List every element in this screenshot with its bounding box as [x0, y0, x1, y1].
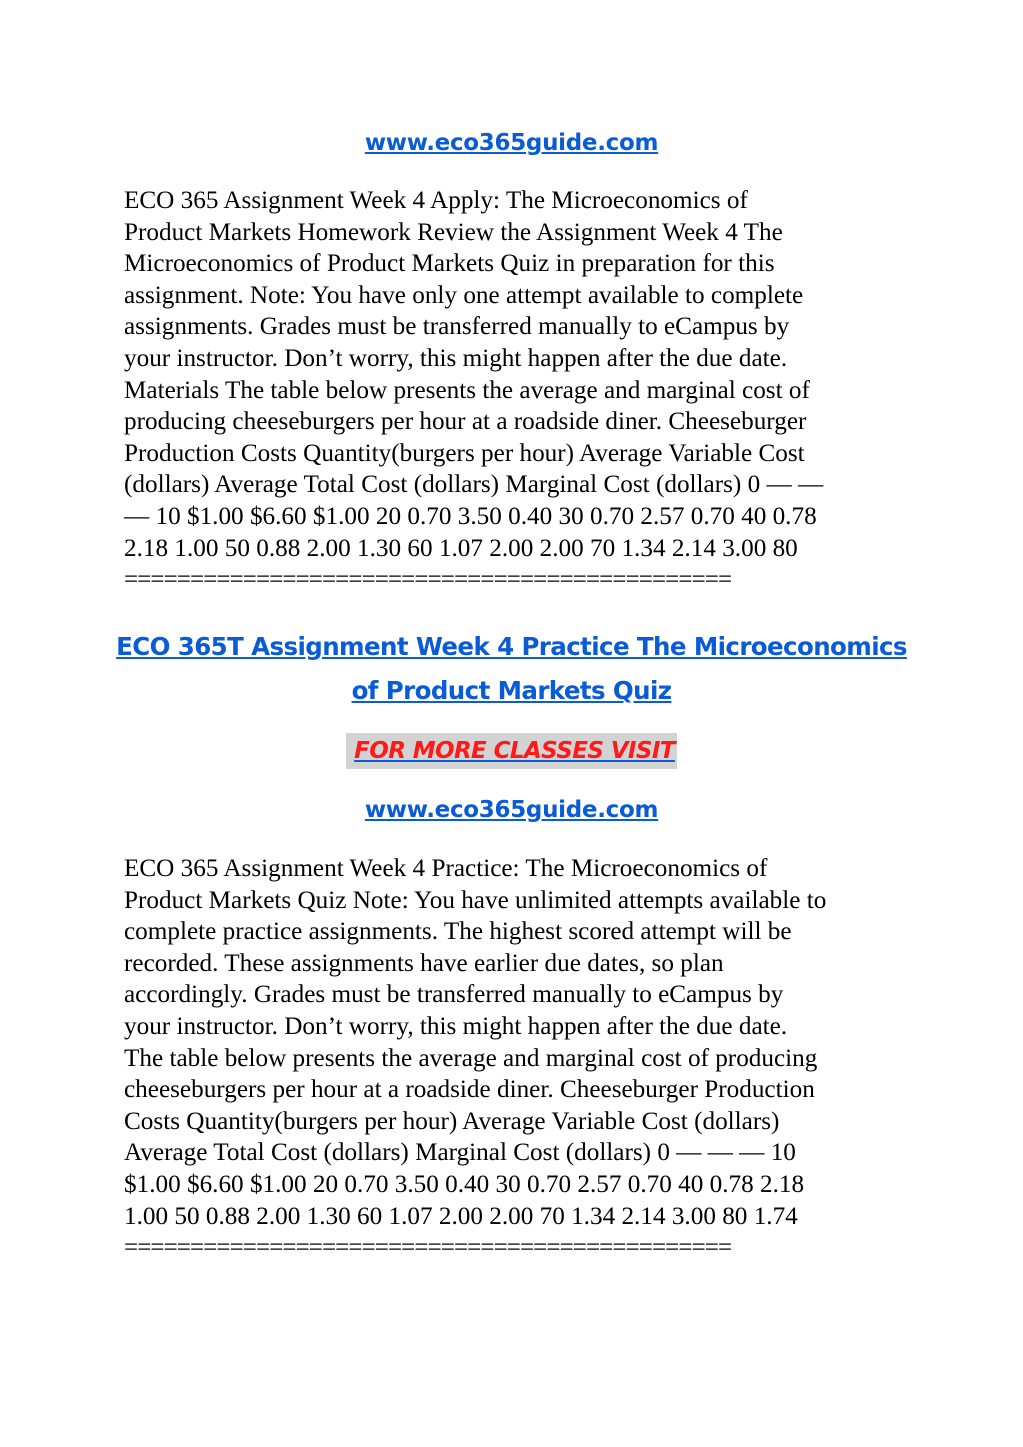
- section2-heading[interactable]: [110, 625, 913, 713]
- section2-website-link[interactable]: www.eco365guide.com: [364, 797, 659, 823]
- section2-heading-line2[interactable]: of Product Markets Quiz: [351, 676, 672, 705]
- section1-body-text: ECO 365 Assignment Week 4 Apply: The Microeconomics of Product Markets Homework Review the Assignment Week 4 The Microeconomics of Product Markets Quiz in preparation for this assignment. Note: You have only one attempt available to complete assignments. Grades must be transferred manually to eCampus by your instructor. Don’t worry, this might happen after the due date. Materials The table below presents the average and marginal cost of producing cheeseburgers per hour at a roadside diner. Cheeseburger Production Costs Quantity(burgers per hour) Average Variable Cost (dollars) Average Total Cost (dollars) Marginal Cost (dollars) 0 — — — 10 $1.00 $6.60 $1.00 20 0.70 3.50 0.40 30 0.70 2.57 0.70 40 0.78 2.18 1.00 50 0.88 2.00 1.30 60 1.07 2.00 2.00 70 1.34 2.14 3.00 80: [124, 187, 824, 562]
- section2-divider: ==============================================: [124, 1234, 732, 1261]
- section2-heading-line1[interactable]: ECO 365T Assignment Week 4 Practice The Microeconomics: [116, 632, 907, 661]
- section2-body-text: ECO 365 Assignment Week 4 Practice: The Microeconomics of Product Markets Quiz Note: You have unlimited attempts available to complete practice assignments. The highest scored attempt will be recorded. These assignments have earlier due dates, so plan accordingly. Grades must be transferred manually to eCampus by your instructor. Don’t worry, this might happen after the due date. The table below presents the average and marginal cost of producing cheeseburgers per hour at a roadside diner. Cheeseburger Production Costs Quantity(burgers per hour) Average Variable Cost (dollars) Average Total Cost (dollars) Marginal Cost (dollars) 0 — — — 10 $1.00 $6.60 $1.00 20 0.70 3.50 0.40 30 0.70 2.57 0.70 40 0.78 2.18 1.00 50 0.88 2.00 1.30 60 1.07 2.00 2.00 70 1.34 2.14 3.00 80 1.74: [124, 855, 827, 1230]
- for-more-classes-visit-label[interactable]: FOR MORE CLASSES VISIT: [346, 733, 677, 769]
- section1-divider: ==============================================: [124, 566, 732, 593]
- visit-banner: [0, 733, 1023, 769]
- top-website-link[interactable]: www.eco365guide.com: [364, 130, 659, 156]
